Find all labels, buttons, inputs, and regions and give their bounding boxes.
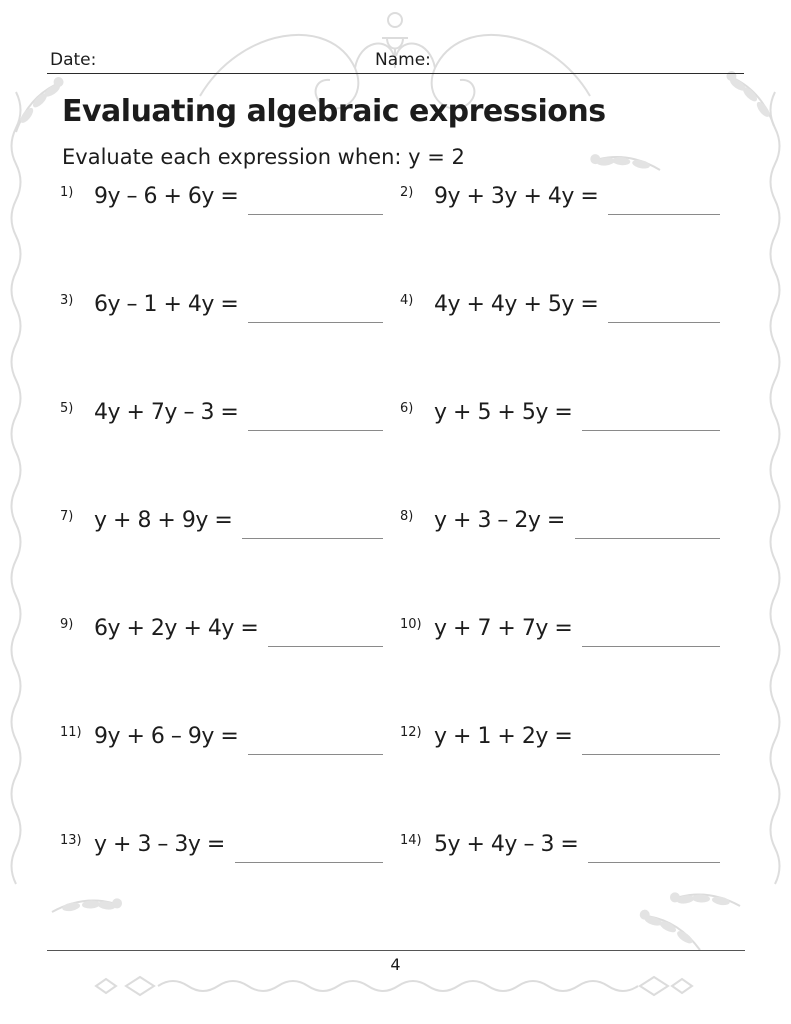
problem-number: 6) <box>400 401 414 416</box>
problem-number: 10) <box>400 617 422 632</box>
problem-number: 13) <box>60 833 82 848</box>
problem-4 <box>400 291 722 399</box>
answer-blank-8[interactable] <box>575 507 720 539</box>
problem-number: 14) <box>400 833 422 848</box>
problem-number: 7) <box>60 509 74 524</box>
problem-expression: y + 8 + 9y = <box>94 508 233 533</box>
page-number: 4 <box>390 955 401 974</box>
date-label: Date: <box>50 50 97 70</box>
problem-13 <box>60 831 400 939</box>
problem-number: 8) <box>400 509 414 524</box>
problem-expression: 4y + 7y – 3 = <box>94 400 239 425</box>
problem-expression: 9y – 6 + 6y = <box>94 184 239 209</box>
problem-14 <box>400 831 722 939</box>
problem-2 <box>400 183 722 291</box>
problem-1 <box>60 183 400 291</box>
page-title: Evaluating algebraic expressions <box>62 94 606 129</box>
problem-expression: 9y + 6 – 9y = <box>94 724 239 749</box>
problem-expression: y + 3 – 3y = <box>94 832 225 857</box>
answer-blank-11[interactable] <box>248 723 383 755</box>
answer-blank-4[interactable] <box>608 291 720 323</box>
answer-blank-3[interactable] <box>248 291 383 323</box>
name-label: Name: <box>375 50 431 70</box>
problem-expression: 6y – 1 + 4y = <box>94 292 239 317</box>
answer-blank-6[interactable] <box>582 399 720 431</box>
answer-blank-1[interactable] <box>248 183 383 215</box>
answer-blank-10[interactable] <box>582 615 720 647</box>
problem-number: 1) <box>60 185 74 200</box>
answer-blank-2[interactable] <box>608 183 720 215</box>
problem-number: 2) <box>400 185 414 200</box>
problems-grid <box>60 183 722 939</box>
problem-number: 12) <box>400 725 422 740</box>
instruction-text: Evaluate each expression when: y = 2 <box>62 145 465 169</box>
answer-blank-12[interactable] <box>582 723 720 755</box>
problem-number: 4) <box>400 293 414 308</box>
problem-expression: 9y + 3y + 4y = <box>434 184 599 209</box>
problem-6 <box>400 399 722 507</box>
problem-3 <box>60 291 400 399</box>
problem-number: 3) <box>60 293 74 308</box>
problem-expression: y + 1 + 2y = <box>434 724 573 749</box>
problem-9 <box>60 615 400 723</box>
answer-blank-5[interactable] <box>248 399 383 431</box>
answer-blank-13[interactable] <box>235 831 383 863</box>
problem-expression: y + 7 + 7y = <box>434 616 573 641</box>
problem-12 <box>400 723 722 831</box>
problem-10 <box>400 615 722 723</box>
problem-number: 9) <box>60 617 74 632</box>
problem-number: 11) <box>60 725 82 740</box>
problem-8 <box>400 507 722 615</box>
problem-5 <box>60 399 400 507</box>
problem-11 <box>60 723 400 831</box>
answer-blank-7[interactable] <box>242 507 383 539</box>
problem-expression: y + 3 – 2y = <box>434 508 565 533</box>
problem-number: 5) <box>60 401 74 416</box>
problem-expression: 4y + 4y + 5y = <box>434 292 599 317</box>
footer-rule <box>47 950 745 951</box>
answer-blank-14[interactable] <box>588 831 720 863</box>
problem-7 <box>60 507 400 615</box>
problem-expression: 6y + 2y + 4y = <box>94 616 259 641</box>
problem-expression: y + 5 + 5y = <box>434 400 573 425</box>
answer-blank-9[interactable] <box>268 615 383 647</box>
problem-expression: 5y + 4y – 3 = <box>434 832 579 857</box>
